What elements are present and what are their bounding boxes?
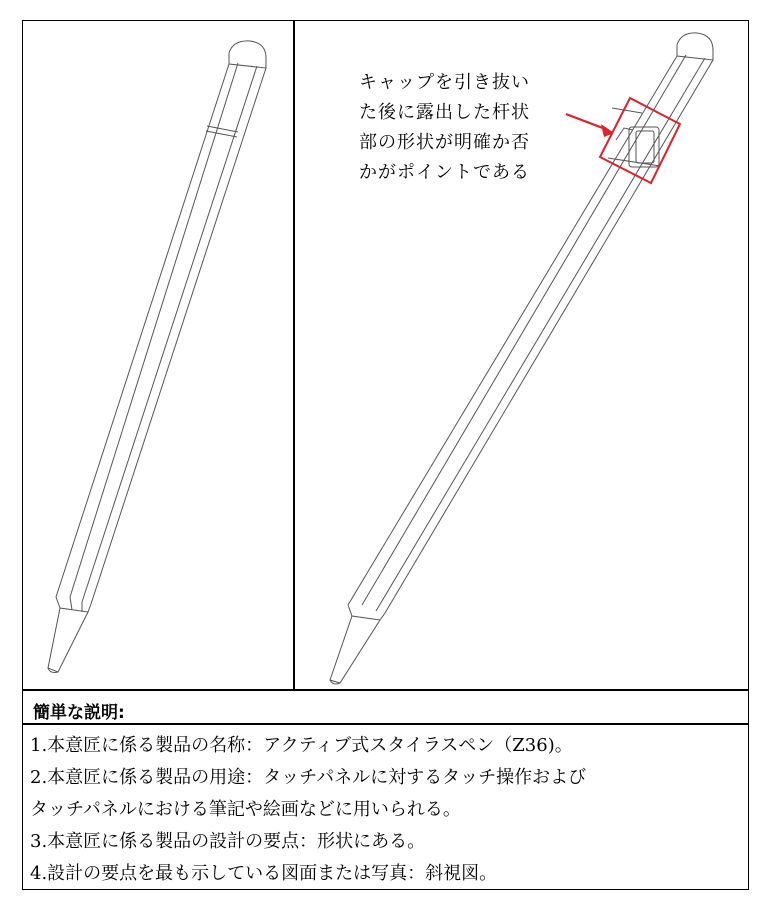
description-body	[30, 730, 586, 890]
description-item: 4.設計の要点を最も示している図面または写真：斜視図。	[30, 863, 498, 884]
description-item: 2.本意匠に係る製品の用途：タッチパネルに対するタッチ操作および	[30, 767, 587, 788]
callout-line: かがポイントである	[359, 162, 530, 183]
callout-line: キャップを引き抜い	[359, 72, 530, 93]
description-item: 1.本意匠に係る製品の名称：アクティブ式スタイラスペン（Z36)。	[30, 735, 573, 756]
description-item: タッチパネルにおける筆記や絵画などに用いられる。	[30, 799, 461, 820]
description-title: 簡単な説明:	[33, 703, 125, 723]
stylus-with-cap-figure	[48, 41, 266, 673]
callout-line: 部の形状が明確か否	[359, 132, 530, 153]
description-item: 3.本意匠に係る製品の設計の要点：形状にある。	[30, 831, 426, 852]
callout-line: た後に露出した杆状	[359, 102, 530, 123]
callout-note	[359, 68, 530, 188]
highlight-annotation	[566, 98, 680, 183]
